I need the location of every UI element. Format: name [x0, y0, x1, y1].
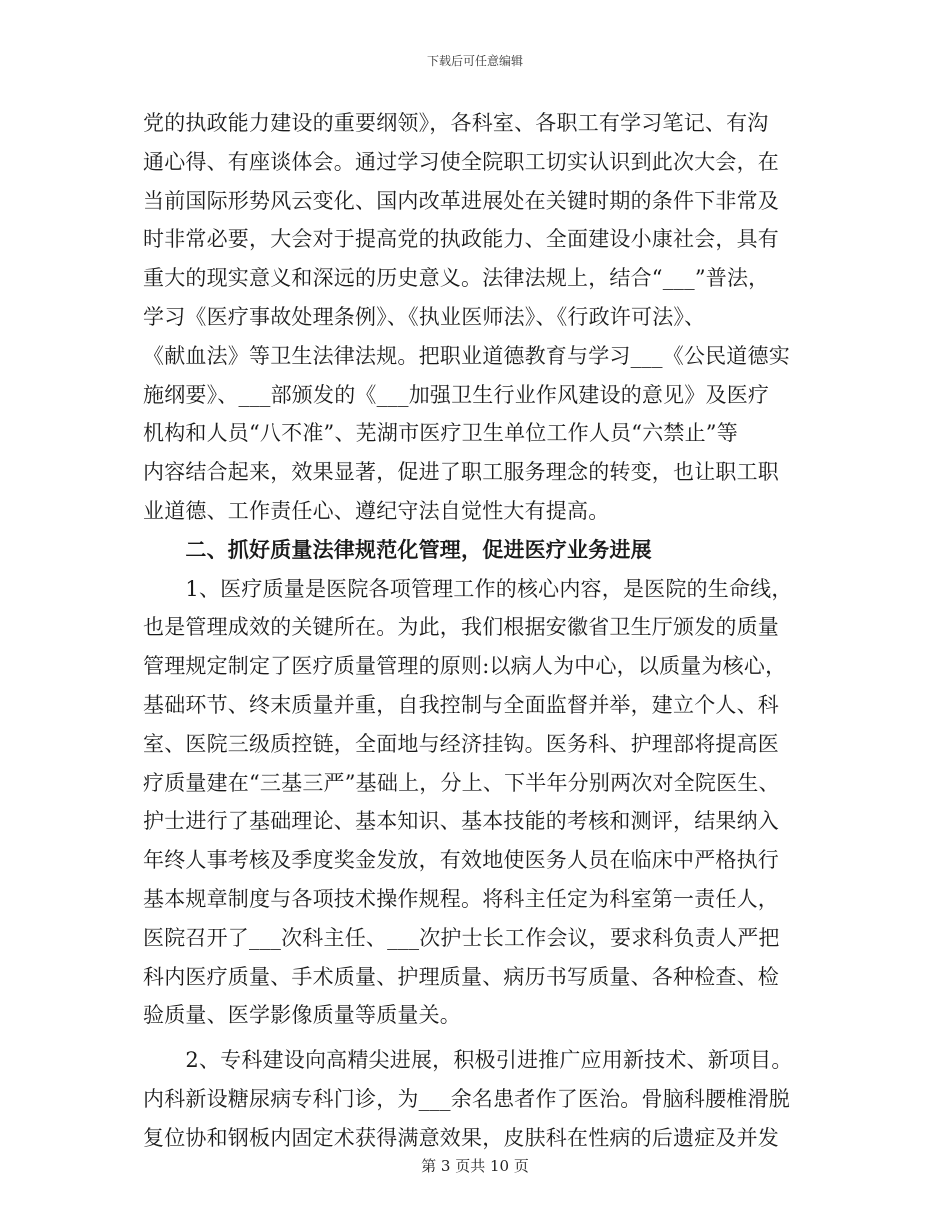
text-line: 验质量、医学影像质量等质量关。: [143, 1003, 461, 1028]
text-line: 《献血法》等卫生法律法规。把职业道德教育与学习___《公民道德实: [143, 343, 790, 368]
text-line: 室、医院三级质控链，全面地与经济挂钩。医务科、护理部将提高医: [143, 731, 779, 756]
text-line: 年终人事考核及季度奖金发放，有效地使医务人员在临床中严格执行: [143, 848, 779, 873]
text-line: 2、专科建设向高精尖进展，积极引进推广应用新技术、新项目。: [143, 1048, 793, 1073]
section-heading: 二、抓好质量法律规范化管理，促进医疗业务进展: [143, 536, 652, 562]
text-line: 内容结合起来，效果显著，促进了职工服务理念的转变，也让职工职: [143, 460, 779, 485]
text-line: 疗质量建在“三基三严”基础上，分上、下半年分别两次对全院医生、: [143, 770, 780, 795]
text-line: 重大的现实意义和深远的历史意义。法律法规上，结合“___”普法，: [143, 266, 770, 291]
text-line: 也是管理成效的关键所在。为此，我们根据安徽省卫生厅颁发的质量: [143, 615, 779, 640]
text-line: 通心得、有座谈体会。通过学习使全院职工切实认识到此次大会，在: [143, 149, 779, 174]
text-line: 施纲要》、___部颁发的《___加强卫生行业作风建设的意见》及医疗: [143, 382, 770, 407]
text-line: 复位协和钢板内固定术获得满意效果，皮肤科在性病的后遗症及并发: [143, 1125, 779, 1150]
page-number: 第 3 页共 10 页: [421, 1157, 529, 1175]
text-line: 内科新设糖尿病专科门诊，为___余名患者作了医治。骨脑科腰椎滑脱: [143, 1086, 790, 1111]
text-line: 1、医疗质量是医院各项管理工作的核心内容，是医院的生命线，: [143, 576, 793, 601]
text-line: 管理规定制定了医疗质量管理的原则:以病人为中心，以质量为核心，: [143, 654, 787, 679]
text-line: 机构和人员“八不准”、芜湖市医疗卫生单位工作人员“六禁止”等: [143, 421, 738, 446]
text-line: 基本规章制度与各项技术操作规程。将科主任定为科室第一责任人，: [143, 886, 779, 911]
text-line: 护士进行了基础理论、基本知识、基本技能的考核和测评，结果纳入: [143, 809, 779, 834]
text-line: 基础环节、终末质量并重，自我控制与全面监督并举，建立个人、科: [143, 692, 779, 717]
text-line: 时非常必要，大会对于提高党的执政能力、全面建设小康社会，具有: [143, 227, 779, 252]
document-body: [143, 104, 813, 1158]
text-line: 业道德、工作责任心、遵纪守法自觉性大有提高。: [143, 498, 610, 523]
text-line: 医院召开了___次科主任、___次护士长工作会议，要求科负责人严把: [143, 925, 780, 950]
page-header: 下载后可任意编辑: [426, 54, 523, 68]
text-line: 学习《医疗事故处理条例》、《执业医师法》、《行政许可法》、: [143, 304, 706, 329]
text-line: 党的执政能力建设的重要纲领》，各科室、各职工有学习笔记、有沟: [143, 111, 769, 135]
text-line: 当前国际形势风云变化、国内改革进展处在关键时期的条件下非常及: [143, 188, 779, 213]
text-line: 科内医疗质量、手术质量、护理质量、病历书写质量、各种检查、检: [143, 964, 779, 989]
